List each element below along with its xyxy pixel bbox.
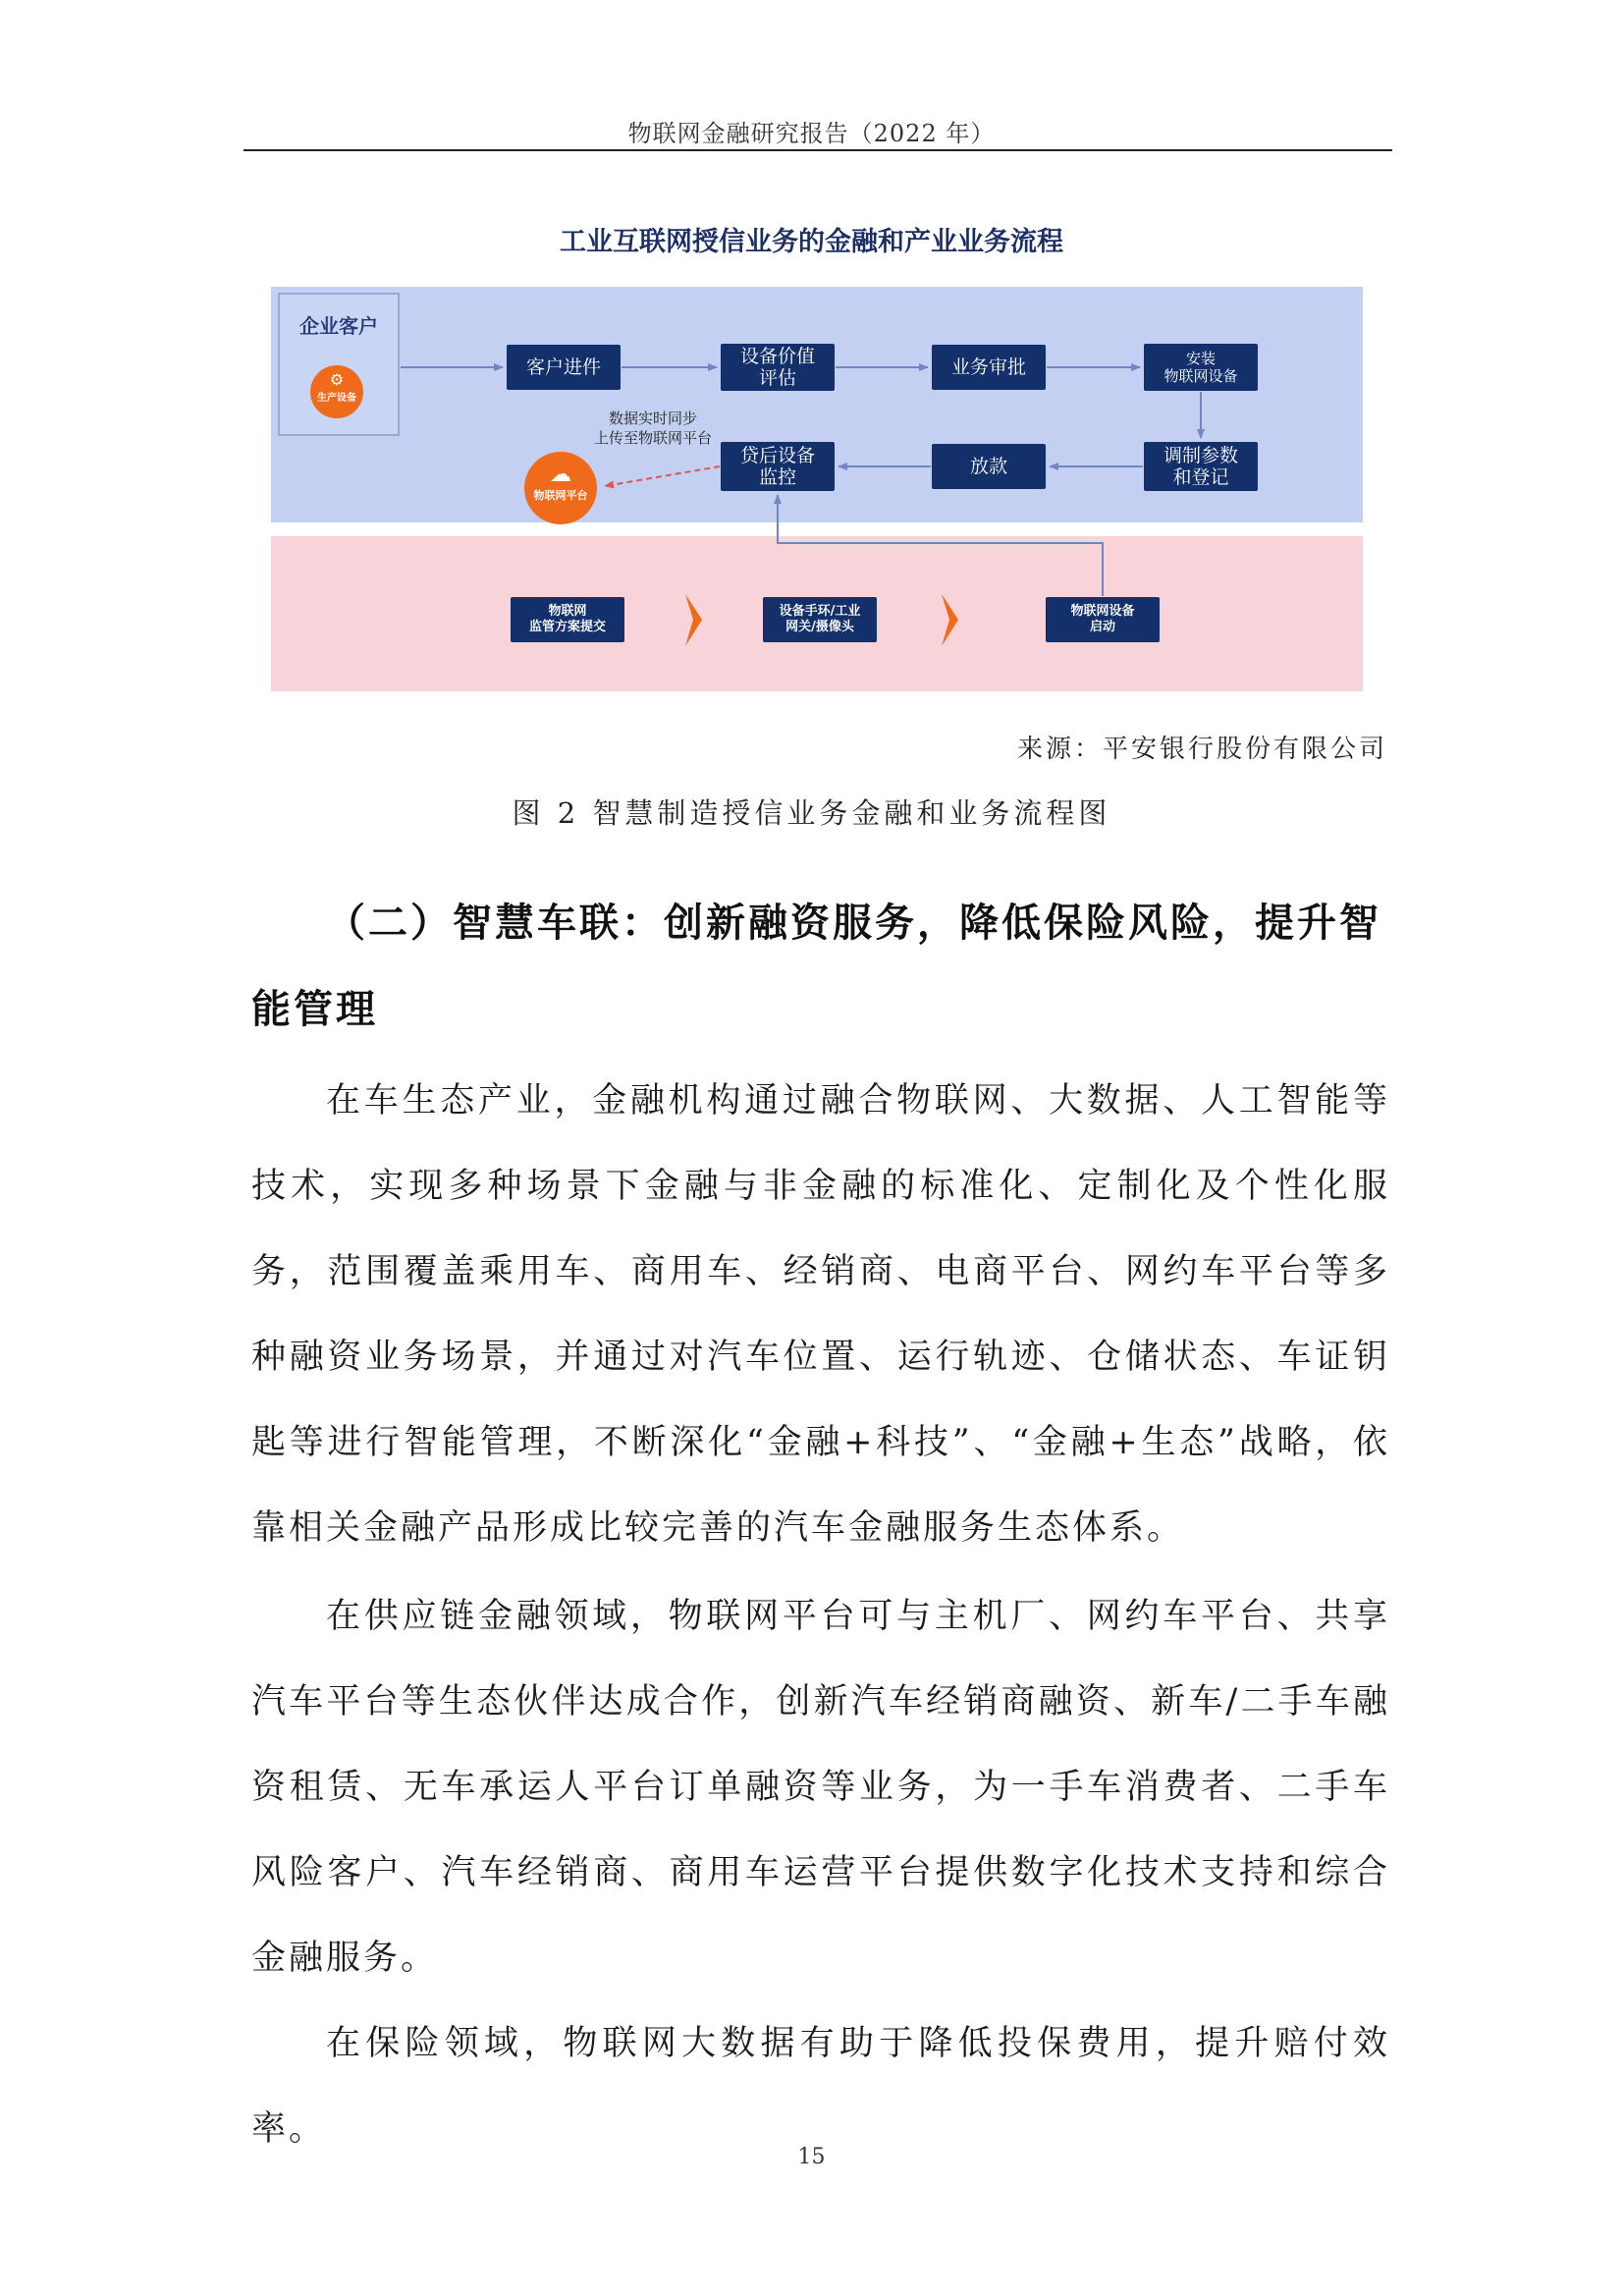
node-loan-release: 放款	[932, 444, 1046, 489]
figure-caption: 图 2 智慧制造授信业务金融和业务流程图	[512, 796, 1111, 830]
node-asset-valuation: 设备价值 评估	[721, 344, 835, 391]
node-post-loan-monitoring: 贷后设备 监控	[721, 442, 835, 491]
node-customer-intake: 客户进件	[507, 345, 621, 390]
paragraph-vehicle-ecosystem: 在车生态产业，金融机构通过融合物联网、大数据、人工智能等技术，实现多种场景下金融与非金融的标准化、定制化及个性化服务，范围覆盖乘用车、商用车、经销商、电商平台、网约车平台等多种融资业务场景，并通过对汽车位置、运行轨迹、仓储状态、车证钥匙等进行智能管理，不断深化“金融+科技”、“金融+生态”战略，依靠相关金融产品形成比较完善的汽车金融服务生态体系。	[251, 1081, 1390, 1548]
section-heading: （二）智慧车联：创新融资服务，降低保险风险，提升智能管理	[251, 900, 1381, 1032]
production-device-label: 生产设备	[317, 393, 356, 404]
figure-title: 工业互联网授信业务的金融和产业业务流程	[560, 227, 1063, 257]
node-iot-device-start: 物联网设备 启动	[1046, 597, 1160, 642]
enterprise-client-label: 企业客户	[299, 314, 378, 338]
iot-platform-node	[524, 452, 597, 524]
paragraph-insurance: 在保险领域，物联网大数据有助于降低投保费用，提升赔付效率。	[251, 2024, 1390, 2149]
sync-note: 数据实时同步 上传至物联网平台	[593, 410, 712, 447]
gear-icon: ⚙	[329, 370, 345, 389]
paragraph-supply-chain-finance: 在供应链金融领域，物联网平台可与主机厂、网约车平台、共享汽车平台等生态伙伴达成合作，创新汽车经销商融资、新车/二手车融资租赁、无车承运人平台订单融资等业务，为一手车消费者、二手车风险客户、汽车经销商、商用车运营平台提供数字化技术支持和综合金融服务。	[251, 1597, 1390, 1978]
cloud-icon: ☁	[550, 463, 571, 487]
node-tune-and-register: 调制参数 和登记	[1144, 442, 1258, 491]
header-divider	[243, 149, 1392, 151]
iot-platform-label: 物联网平台	[533, 489, 588, 502]
running-header: 物联网金融研究报告（2022 年）	[627, 120, 996, 147]
production-device-node	[310, 365, 363, 418]
node-device-hardware: 设备手环/工业 网关/摄像头	[763, 597, 877, 642]
figure-source: 来源：平安银行股份有限公司	[1016, 735, 1387, 764]
node-business-approval: 业务审批	[932, 345, 1046, 390]
page-number: 15	[797, 2145, 826, 2169]
node-install-iot-device: 安装 物联网设备	[1144, 344, 1258, 391]
node-iot-plan-submit: 物联网 监管方案提交	[511, 597, 624, 642]
